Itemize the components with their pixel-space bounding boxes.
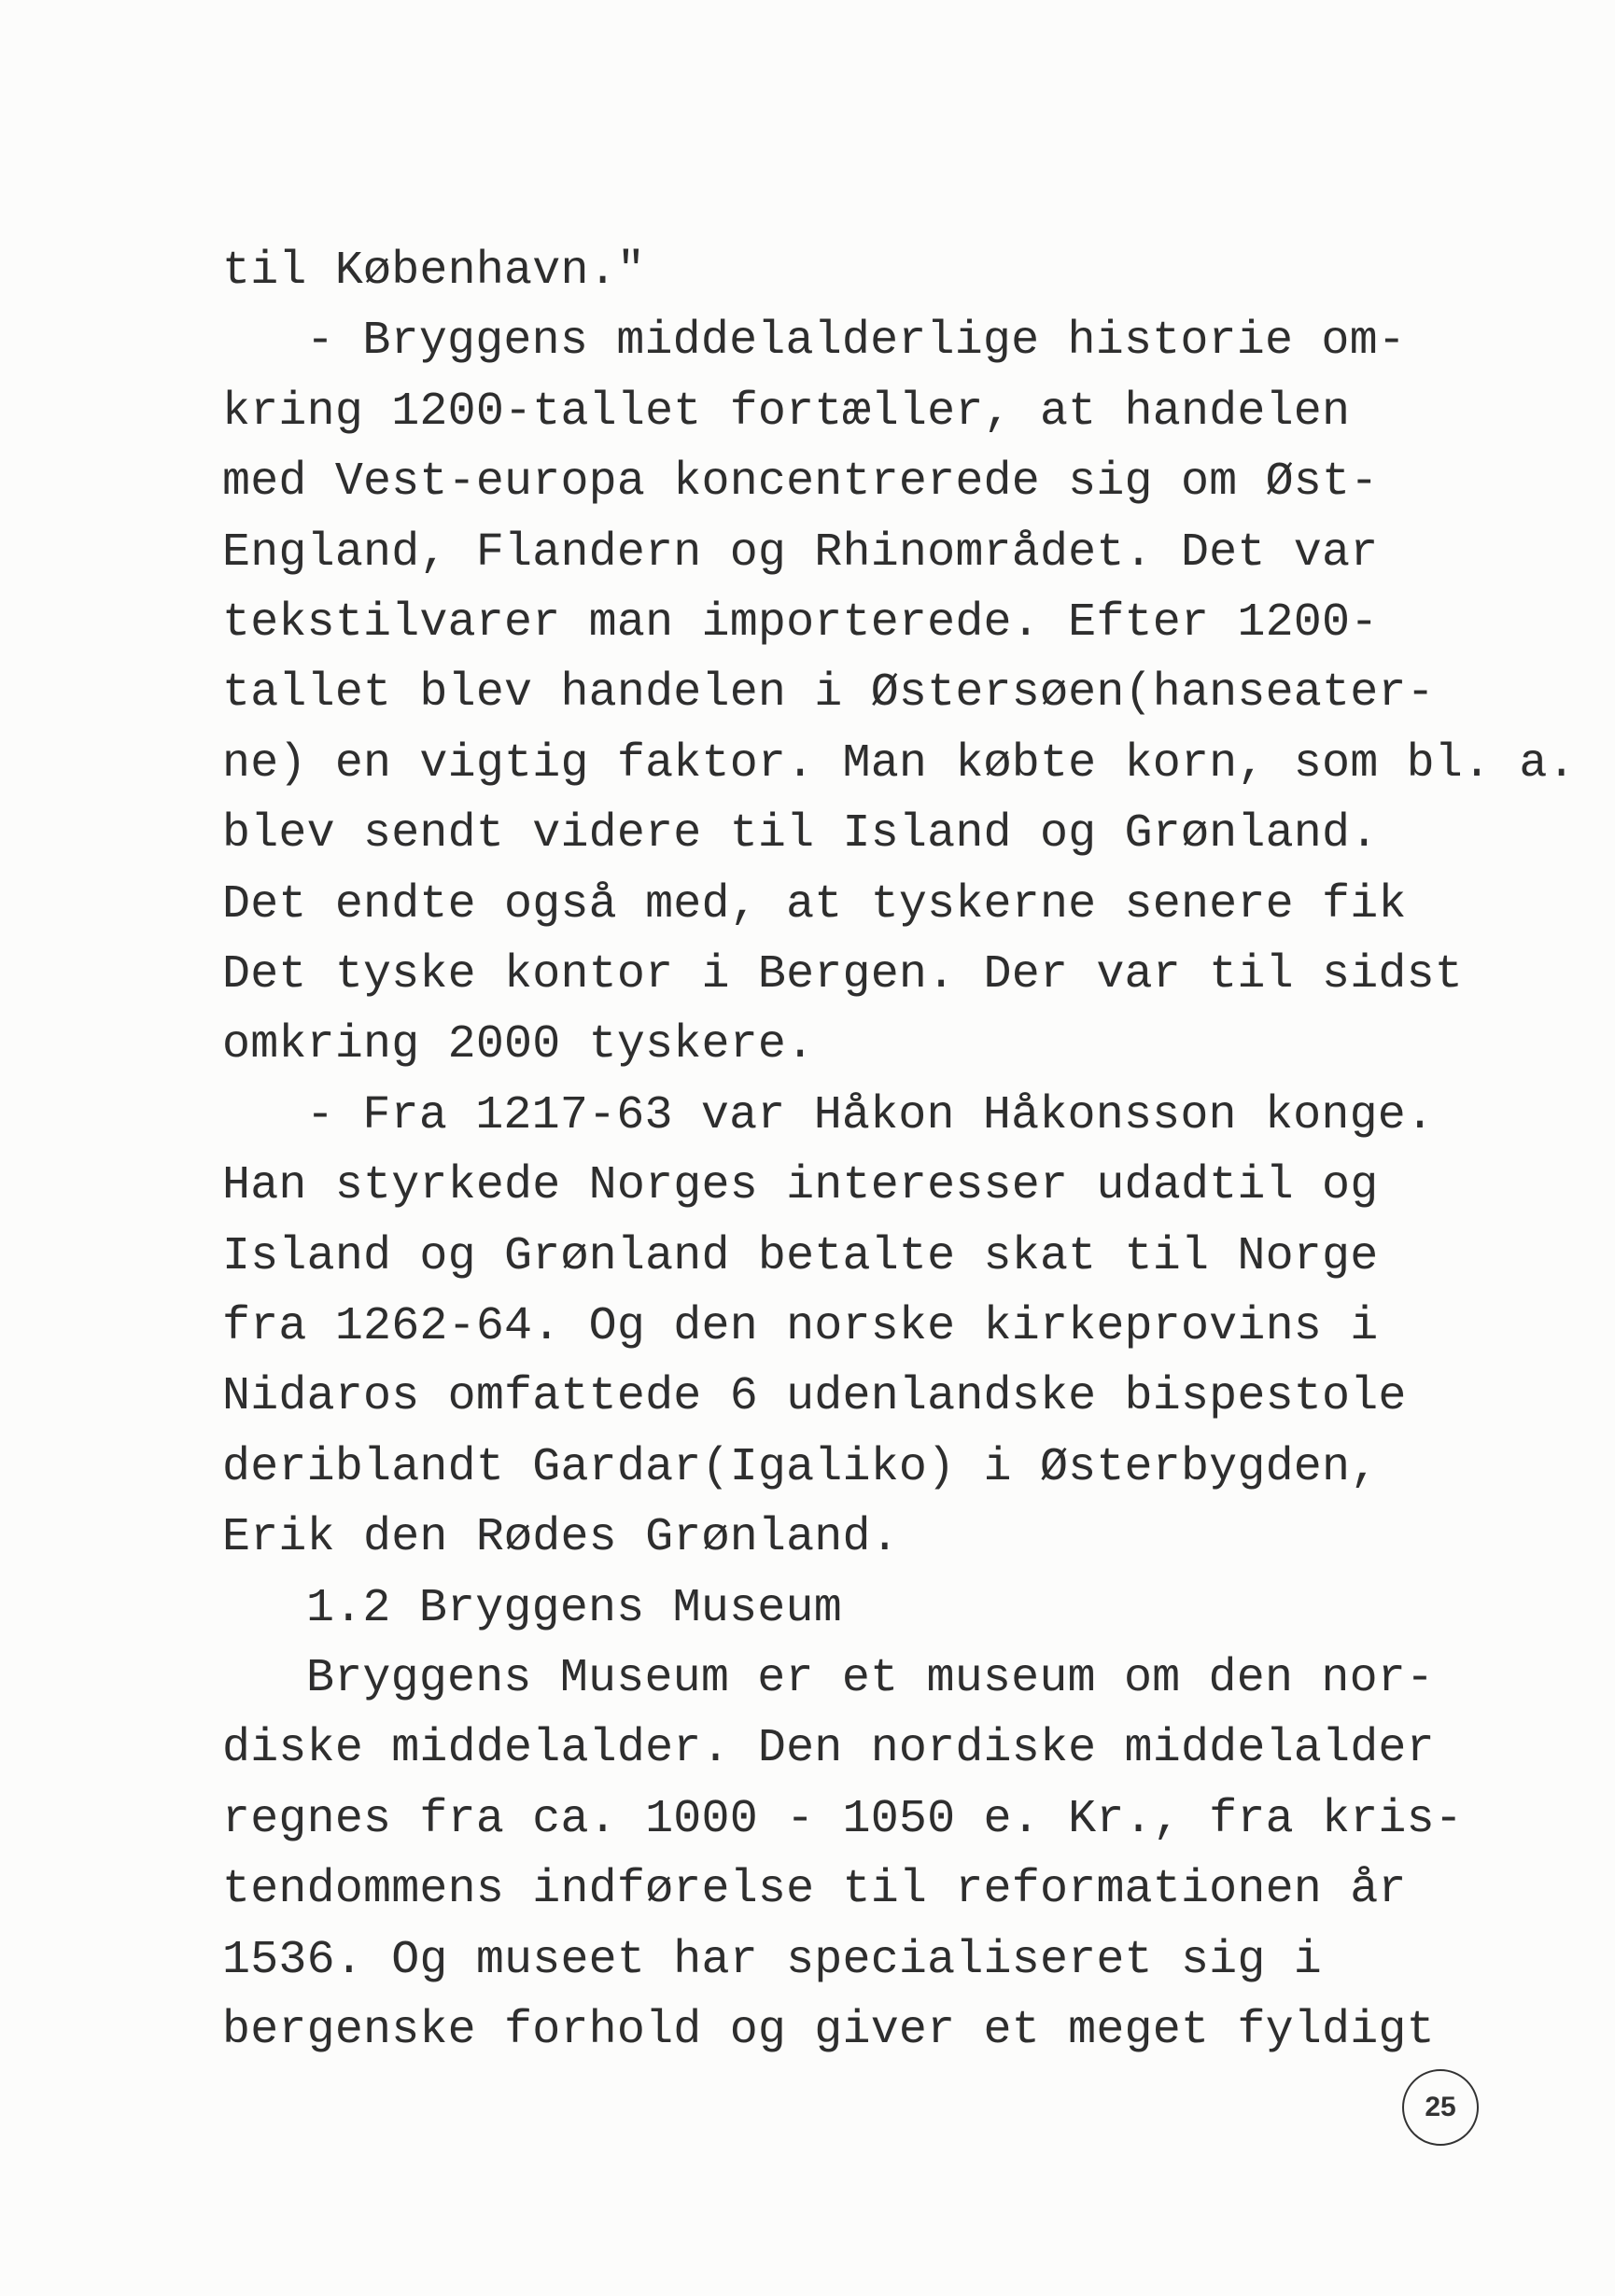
text-line: kring 1200-tallet fortæller, at handelen [222,385,1351,439]
text-line: Han styrkede Norges interesser udadtil og [222,1159,1379,1213]
text-line: bergenske forhold og giver et meget fyldigt [222,2004,1435,2057]
text-line: omkring 2000 tyskere. [222,1018,815,1072]
section-heading: 1.2 Bryggens Museum [306,1581,842,1635]
text-line: Nidaros omfattede 6 udenlandske bispestole [222,1370,1407,1424]
text-line: - Bryggens middelalderlige historie om- [306,315,1406,369]
text-line: tallet blev handelen i Østersøen(hanseater- [222,666,1435,721]
text-line: Det endte også med, at tyskerne senere fik [222,877,1407,931]
text-line: tekstilvarer man importerede. Efter 1200- [222,596,1379,650]
text-line: med Vest-europa koncentrerede sig om Øst- [222,455,1379,510]
text-line: deriblandt Gardar(Igaliko) i Østerbygden, [222,1440,1379,1494]
text-line: Det tyske kontor i Bergen. Der var til sidst [222,948,1464,1001]
text-line: diske middelalder. Den nordiske middelalder [222,1722,1435,1776]
text-line: Bryggens Museum er et museum om den nor- [306,1652,1435,1705]
text-line: England, Flandern og Rhinområdet. Det var [222,525,1379,580]
text-line: fra 1262-64. Og den norske kirkeprovins i [222,1300,1379,1353]
text-line: blev sendt videre til Island og Grønland. [222,807,1379,861]
text-line: tendommens indførelse til reformationen år [222,1863,1407,1917]
text-line: - Fra 1217-63 var Håkon Håkonsson konge. [306,1088,1435,1142]
text-line: regnes fra ca. 1000 - 1050 e. Kr., fra kris- [222,1792,1464,1846]
text-line: Erik den Rødes Grønland. [222,1511,899,1565]
text-line: 1536. Og museet har specialiseret sig i [222,1933,1322,1987]
page-number: 25 [1402,2069,1479,2146]
text-line: ne) en vigtig faktor. Man købte korn, som bl. a. [222,736,1576,791]
text-line: Island og Grønland betalte skat til Norge [222,1229,1379,1283]
text-line: til København." [222,245,646,298]
